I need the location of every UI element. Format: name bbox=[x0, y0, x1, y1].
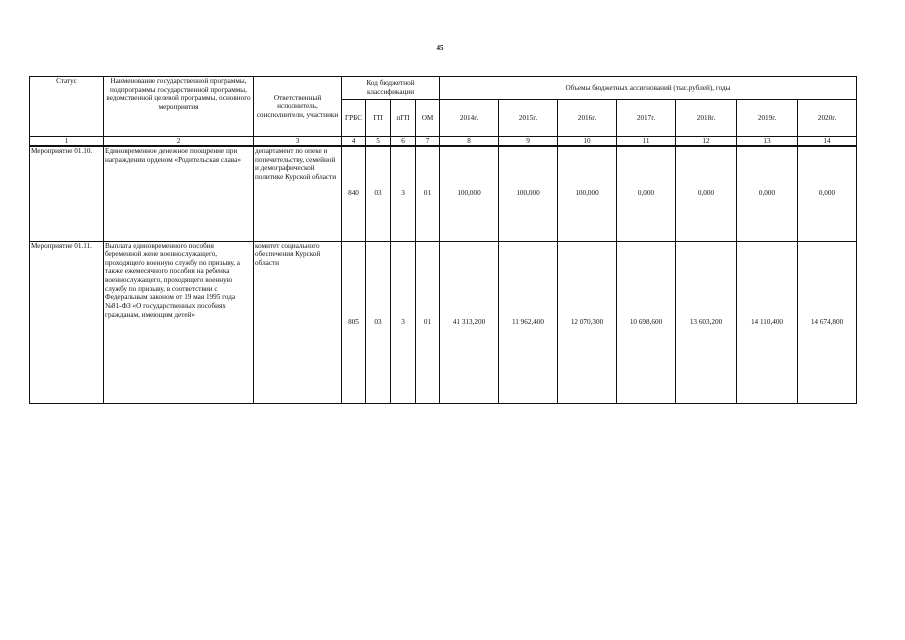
row-value-2020: 0,000 bbox=[798, 146, 857, 241]
column-number: 14 bbox=[798, 137, 857, 147]
row-status: Мероприятие 01.10. bbox=[30, 146, 104, 241]
column-number: 10 bbox=[558, 137, 617, 147]
row-gp: 03 bbox=[366, 146, 391, 241]
table-row bbox=[30, 241, 857, 403]
column-number: 6 bbox=[391, 137, 416, 147]
header-budget-code: Код бюджетной классификации bbox=[342, 77, 440, 100]
row-grbs: 840 bbox=[342, 146, 366, 241]
row-value-2018: 0,000 bbox=[676, 146, 737, 241]
column-number: 12 bbox=[676, 137, 737, 147]
row-value-2015: 11 962,400 bbox=[499, 241, 558, 403]
column-number: 8 bbox=[440, 137, 499, 147]
row-value-2016: 12 070,300 bbox=[558, 241, 617, 403]
row-pgp: 3 bbox=[391, 146, 416, 241]
row-name: Единовременное денежное поощрение при награждении орденом «Родительская слава» bbox=[104, 146, 254, 241]
row-om: 01 bbox=[416, 241, 440, 403]
row-value-2014: 41 313,200 bbox=[440, 241, 499, 403]
table-row bbox=[30, 146, 857, 241]
row-name: Выплата единовременного пособия беременной жене военнослужащего, проходящего военную службу по призыву, а также ежемесячного пособия на ребенка военнослужащего, проходящего военную службу по призыву, в соответствии с Федеральным законом от 19 мая 1995 года №81-ФЗ «О государственных пособиях гражданам, имеющим детей» bbox=[104, 241, 254, 403]
header-year-2020: 2020г. bbox=[798, 100, 857, 137]
header-grbs: ГРБС bbox=[342, 100, 366, 137]
row-value-2014: 100,000 bbox=[440, 146, 499, 241]
row-status: Мероприятие 01.11. bbox=[30, 241, 104, 403]
column-number: 7 bbox=[416, 137, 440, 147]
row-value-2017: 10 698,600 bbox=[617, 241, 676, 403]
header-om: ОМ bbox=[416, 100, 440, 137]
column-number: 9 bbox=[499, 137, 558, 147]
row-responsible: департамент по опеке и попечительству, семейной и демографической политике Курской области bbox=[254, 146, 342, 241]
budget-allocation-table bbox=[29, 76, 857, 404]
column-number: 2 bbox=[104, 137, 254, 147]
row-value-2015: 100,000 bbox=[499, 146, 558, 241]
header-year-2014: 2014г. bbox=[440, 100, 499, 137]
column-number: 3 bbox=[254, 137, 342, 147]
column-number: 4 bbox=[342, 137, 366, 147]
row-pgp: 3 bbox=[391, 241, 416, 403]
header-year-2016: 2016г. bbox=[558, 100, 617, 137]
row-value-2019: 0,000 bbox=[737, 146, 798, 241]
header-gp: ГП bbox=[366, 100, 391, 137]
row-grbs: 805 bbox=[342, 241, 366, 403]
row-value-2018: 13 603,200 bbox=[676, 241, 737, 403]
header-pgp: пГП bbox=[391, 100, 416, 137]
header-name: Наименование государственной программы, подпрограммы государственной программы, ведомственной целевой программы, основного мероприятия bbox=[104, 77, 254, 137]
row-gp: 03 bbox=[366, 241, 391, 403]
row-value-2016: 100,000 bbox=[558, 146, 617, 241]
header-budget-volumes: Объемы бюджетных ассигнований (тыс.рублей), годы bbox=[440, 77, 857, 100]
row-value-2017: 0,000 bbox=[617, 146, 676, 241]
column-number-row bbox=[30, 137, 857, 147]
header-status: Статус bbox=[30, 77, 104, 137]
row-om: 01 bbox=[416, 146, 440, 241]
row-value-2020: 14 674,800 bbox=[798, 241, 857, 403]
header-year-2015: 2015г. bbox=[499, 100, 558, 137]
column-number: 11 bbox=[617, 137, 676, 147]
row-value-2019: 14 110,400 bbox=[737, 241, 798, 403]
column-number: 5 bbox=[366, 137, 391, 147]
page-number: 45 bbox=[436, 44, 444, 52]
column-number: 13 bbox=[737, 137, 798, 147]
header-responsible: Ответственный исполнитель, соисполнители, участники bbox=[254, 77, 342, 137]
header-year-2018: 2018г. bbox=[676, 100, 737, 137]
header-year-2017: 2017г. bbox=[617, 100, 676, 137]
column-number: 1 bbox=[30, 137, 104, 147]
row-responsible: комитет социального обеспечения Курской области bbox=[254, 241, 342, 403]
header-year-2019: 2019г. bbox=[737, 100, 798, 137]
